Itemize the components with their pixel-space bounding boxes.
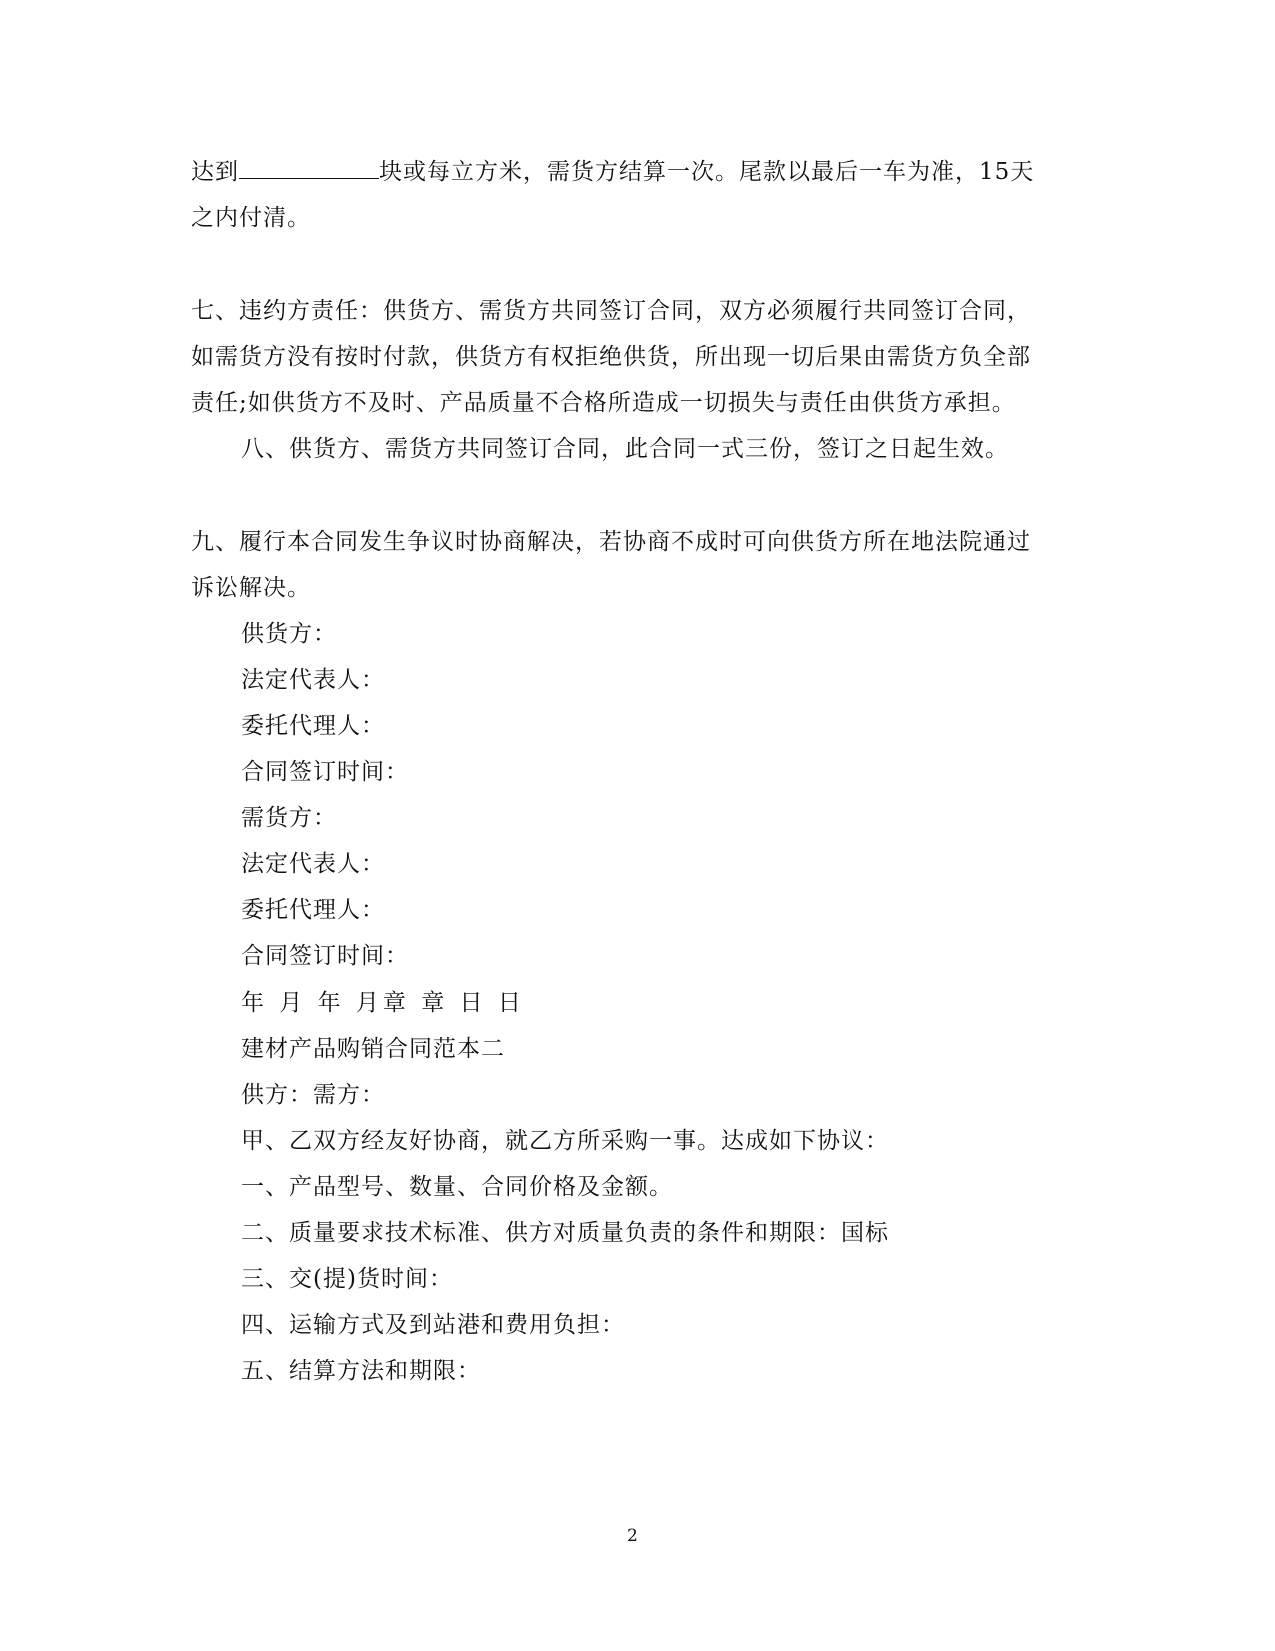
- supplier-agent: 委托代理人：: [241, 713, 385, 739]
- supplier-label: 供货方：: [241, 621, 337, 647]
- template-two-intro: 甲、乙双方经友好协商，就乙方所采购一事。达成如下协议：: [241, 1128, 889, 1154]
- payment-line-2: 之内付清。: [191, 205, 311, 231]
- buyer-label: 需货方：: [241, 805, 337, 831]
- date-seal-line: 年 月 年 月章 章 日 日: [241, 990, 525, 1016]
- payment-line-1-end: 块或每立方米，需货方结算一次。尾款以最后一车为准，15天: [379, 159, 1035, 185]
- supplier-legal-rep: 法定代表人：: [241, 667, 385, 693]
- buyer-agent: 委托代理人：: [241, 897, 385, 923]
- template-two-item-3: 三、交(提)货时间：: [241, 1266, 453, 1292]
- buyer-legal-rep: 法定代表人：: [241, 851, 385, 877]
- payment-line-1-start: 达到: [191, 159, 239, 185]
- clause-7-line-3: 责任;如供货方不及时、产品质量不合格所造成一切损失与责任由供货方承担。: [191, 390, 1016, 416]
- template-two-title: 建材产品购销合同范本二: [241, 1036, 505, 1062]
- clause-8: 八、供货方、需货方共同签订合同，此合同一式三份，签订之日起生效。: [241, 436, 1009, 462]
- clause-7-line-1: 七、违约方责任：供货方、需货方共同签订合同，双方必须履行共同签订合同，: [191, 298, 1031, 324]
- page-number: 2: [627, 1526, 638, 1546]
- clause-9-line-2: 诉讼解决。: [191, 575, 311, 601]
- template-two-item-5: 五、结算方法和期限：: [241, 1358, 481, 1384]
- template-two-item-4: 四、运输方式及到站港和费用负担：: [241, 1312, 625, 1338]
- payment-line-1: [191, 157, 1034, 187]
- template-two-parties: 供方：需方：: [241, 1082, 385, 1108]
- buyer-sign-date: 合同签订时间：: [241, 943, 409, 969]
- template-two-item-2: 二、质量要求技术标准、供方对质量负责的条件和期限：国标: [241, 1220, 889, 1246]
- supplier-sign-date: 合同签订时间：: [241, 759, 409, 785]
- fill-in-blank: [239, 158, 379, 179]
- clause-7-line-2: 如需货方没有按时付款，供货方有权拒绝供货，所出现一切后果由需货方负全部: [191, 344, 1031, 370]
- clause-9-line-1: 九、履行本合同发生争议时协商解决，若协商不成时可向供货方所在地法院通过: [191, 529, 1031, 555]
- template-two-item-1: 一、产品型号、数量、合同价格及金额。: [241, 1174, 673, 1200]
